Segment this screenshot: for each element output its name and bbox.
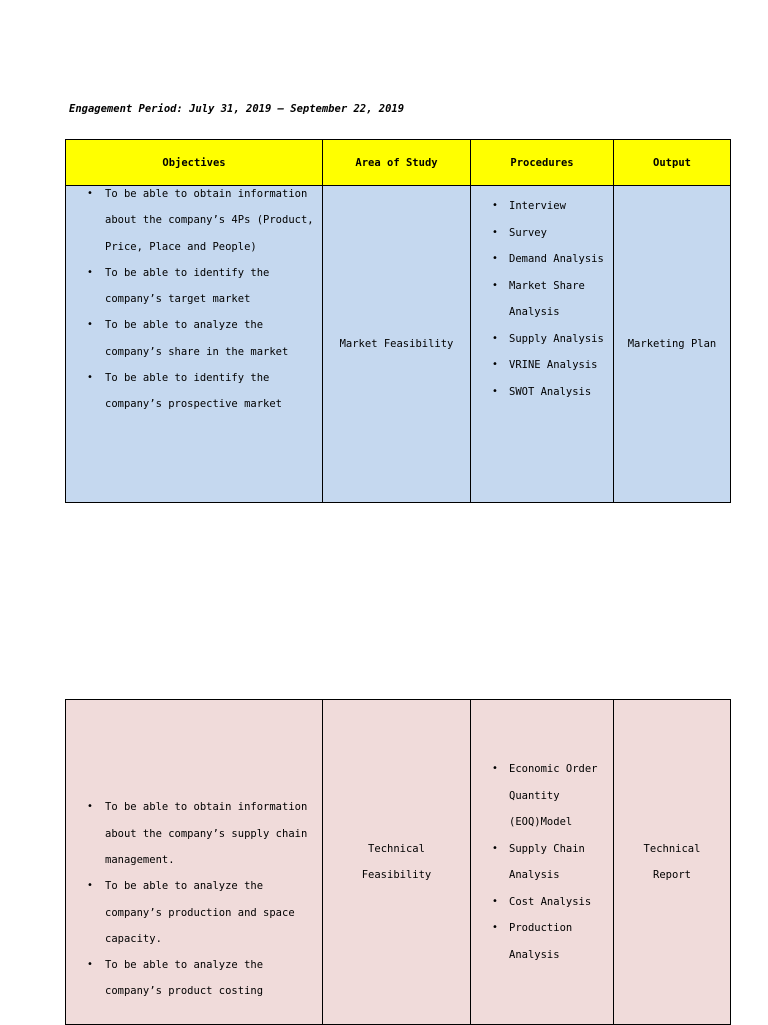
technical-output-cell: Technical Report: [614, 700, 731, 1025]
technical-feasibility-row: [66, 700, 731, 1025]
list-item: • To be able to analyze the company’s production and space capacity.: [66, 873, 322, 952]
list-item: • Demand Analysis: [471, 246, 613, 273]
header-output: Output: [614, 140, 731, 186]
market-output-cell: Marketing Plan: [614, 186, 731, 503]
list-item: • To be able to identify the company’s prospective market: [66, 365, 322, 418]
header-area-of-study: Area of Study: [323, 140, 471, 186]
market-objectives-list: [66, 181, 322, 418]
header-procedures: Procedures: [471, 140, 614, 186]
list-item: • To be able to identify the company’s target market: [66, 260, 322, 313]
header-objectives: Objectives: [66, 140, 323, 186]
list-item: • Market Share Analysis: [471, 273, 613, 326]
technical-objectives-list: [66, 794, 322, 1004]
technical-objectives-cell: [66, 700, 323, 1025]
market-feasibility-table: [65, 139, 731, 503]
technical-feasibility-table: [65, 699, 731, 1025]
list-item: • Production Analysis: [471, 915, 613, 968]
list-item: • Supply Chain Analysis: [471, 836, 613, 889]
list-item: • To be able to analyze the company’s product costing: [66, 952, 322, 1005]
list-item: • To be able to obtain information about the company’s supply chain management.: [66, 794, 322, 873]
list-item: • To be able to obtain information about the company’s 4Ps (Product, Price, Place and People): [66, 181, 322, 260]
market-feasibility-row: [66, 186, 731, 503]
market-objectives-cell: [66, 186, 323, 503]
list-item: • Supply Analysis: [471, 326, 613, 353]
table-header-row: [66, 140, 731, 186]
list-item: • VRINE Analysis: [471, 352, 613, 379]
list-item: • SWOT Analysis: [471, 379, 613, 406]
list-item: • To be able to analyze the company’s share in the market: [66, 312, 322, 365]
list-item: • Interview: [471, 193, 613, 220]
technical-procedures-cell: [471, 700, 614, 1025]
market-area-cell: Market Feasibility: [323, 186, 471, 503]
market-procedures-list: [471, 193, 613, 405]
list-item: • Survey: [471, 220, 613, 247]
engagement-period: Engagement Period: July 31, 2019 – September 22, 2019: [69, 103, 405, 115]
list-item: • Economic Order Quantity (EOQ)Model: [471, 756, 613, 836]
list-item: • Cost Analysis: [471, 889, 613, 916]
market-procedures-cell: [471, 186, 614, 503]
technical-area-cell: Technical Feasibility: [323, 700, 471, 1025]
technical-procedures-list: [471, 756, 613, 968]
